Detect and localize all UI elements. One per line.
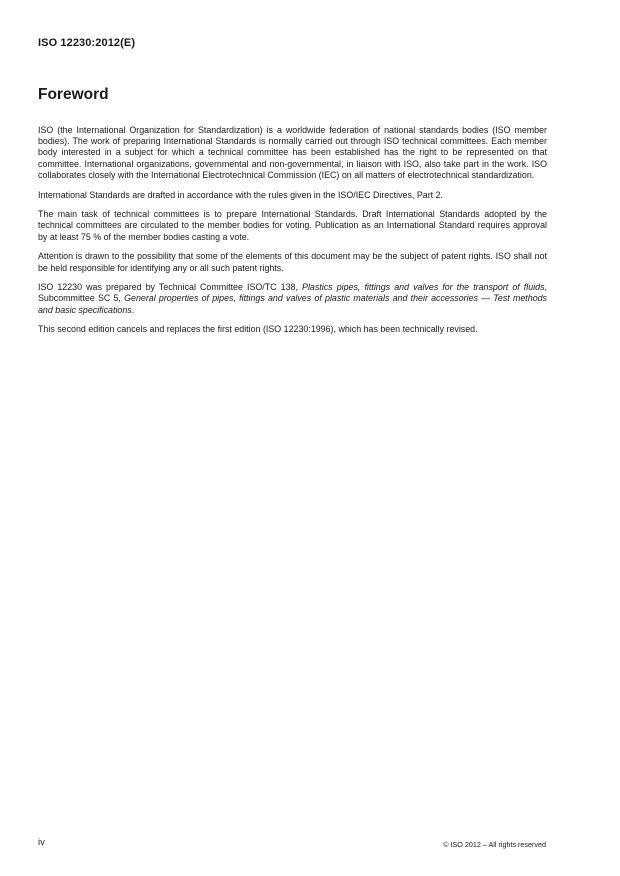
paragraph-5 (38, 282, 547, 316)
paragraph-5-text-2: , Subcommittee SC 5, (38, 282, 547, 304)
paragraph-1: ISO (the International Organization for Standardization) is a worldwide federation of national standards bodies (ISO member bodies). The work of preparing International Standards is normally carried out through ISO technical committees. Each member body interested in a subject for which a technical committee has been established has the right to be represented on that committee. International organizations, governmental and non-governmental, in liaison with ISO, also take part in the work. ISO collaborates closely with the International Electrotechnical Commission (IEC) on all matters of electrotechnical standardization. (38, 125, 547, 180)
paragraph-6: This second edition cancels and replaces the first edition (ISO 12230:1996), which has been technically revised. (38, 324, 478, 335)
paragraph-2: International Standards are drafted in accordance with the rules given in the ISO/IEC Directives, Part 2. (38, 189, 444, 200)
page-number: iv (38, 837, 45, 848)
paragraph-5-text-1: ISO 12230 was prepared by Technical Committee ISO/TC 138, (38, 282, 303, 293)
paragraph-5-subcommittee-title: General properties of pipes, fittings and valves of plastic materials and their accessories — Test methods and basic specifications (38, 293, 547, 315)
paragraph-4: Attention is drawn to the possibility that some of the elements of this document may be the subject of patent rights. ISO shall not be held responsible for identifying any or all such patent rights. (38, 251, 547, 273)
foreword-body (38, 125, 547, 344)
document-id-header: ISO 12230:2012(E) (38, 37, 136, 49)
section-title: Foreword (38, 86, 109, 103)
copyright-notice: © ISO 2012 – All rights reserved (443, 840, 546, 849)
paragraph-5-text-3: . (131, 304, 135, 315)
paragraph-3: The main task of technical committees is to prepare International Standards. Draft International Standards adopted by the technical committees are circulated to the member bodies for voting. Publication as an International Standard requires approval by at least 75 % of the member bodies casting a vote. (38, 209, 547, 242)
paragraph-5-committee-title: Plastics pipes, fittings and valves for the transport of fluids (302, 282, 545, 293)
